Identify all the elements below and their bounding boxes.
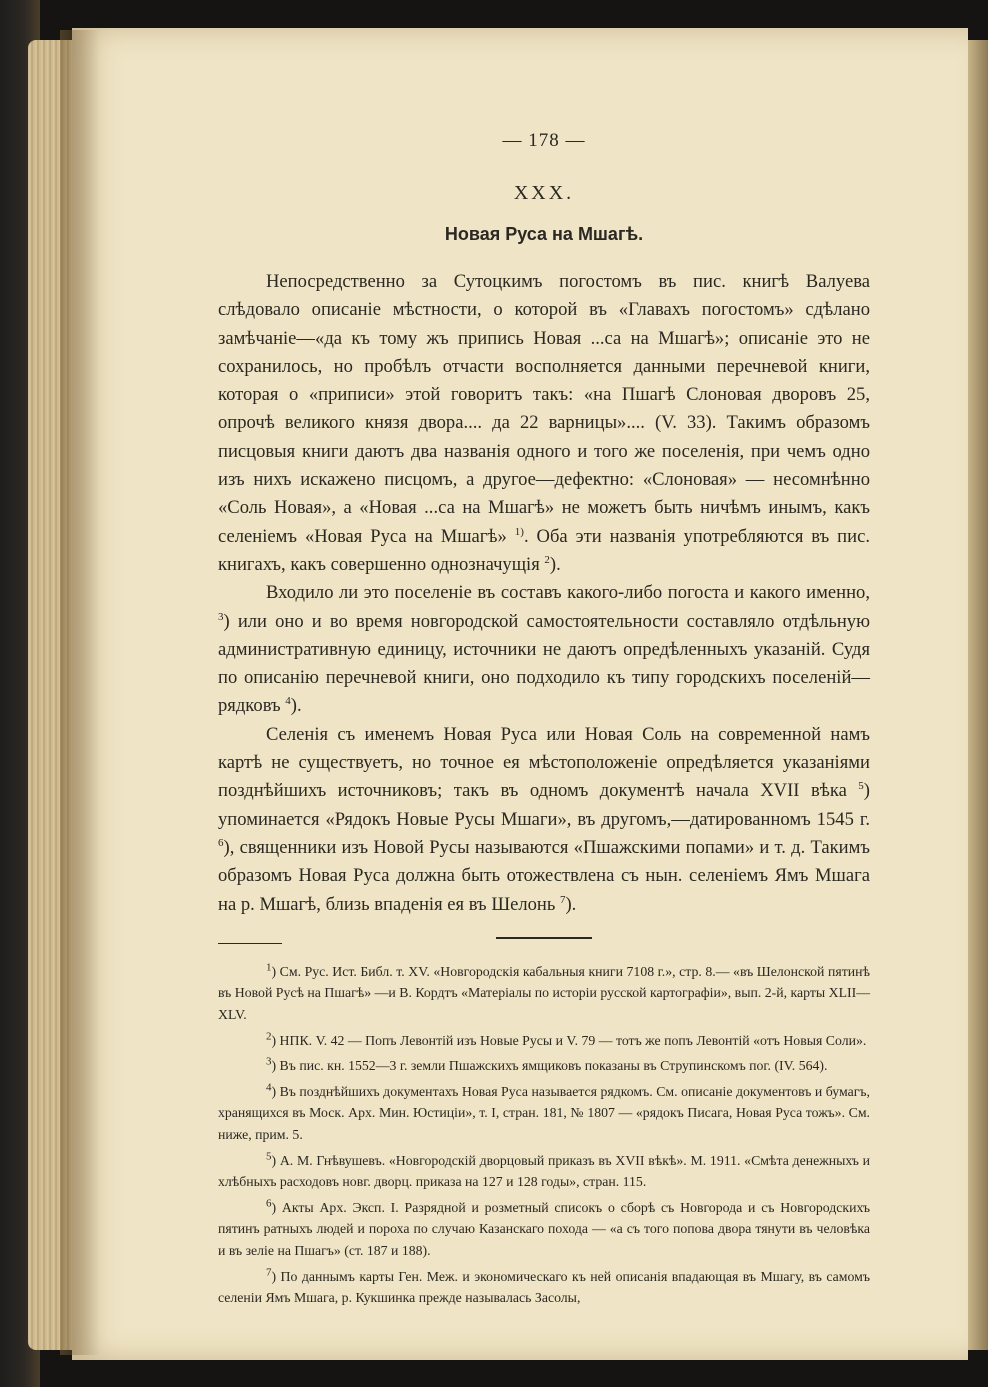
text-run: . Оба эти названія употребляются въ пис. книгахъ, какъ совершенно однозначущія xyxy=(218,525,870,575)
text-run: ). xyxy=(549,553,561,575)
footnote-marker: 6 xyxy=(218,836,224,849)
decorative-rule xyxy=(496,937,592,939)
footnote-marker: 1 xyxy=(266,961,272,974)
footnote-marker: 4 xyxy=(285,695,291,708)
next-page-edge xyxy=(968,40,988,1350)
footnote-marker: 3 xyxy=(266,1055,272,1068)
footnote-marker: 3 xyxy=(218,610,224,623)
page-content xyxy=(218,130,870,1313)
footnote-separator xyxy=(218,937,870,949)
text-run: Селенія съ именемъ Новая Руса или Новая Соль на современной намъ картѣ не существуетъ, но точное ея мѣстоположеніе опредѣляется указаніями позднѣйшихъ источниковъ; такъ въ одномъ документѣ начала XVII вѣка xyxy=(218,723,870,802)
footnote-marker: 5 xyxy=(858,780,864,793)
text-run: ) Акты Арх. Эксп. I. Разрядной и розметный списокъ о сборѣ съ Новгорода и съ Новгородскихъ пятинъ ратныхъ людей и пороха по случаю Казанскаго похода — «а съ того попова двора тянути въ человѣка и въ зеліе на Пшагъ» (ст. 187 и 188). xyxy=(218,1199,870,1258)
footnote xyxy=(218,1055,870,1077)
footnote-marker: 6 xyxy=(266,1197,272,1210)
footnote-marker: 2 xyxy=(266,1030,272,1043)
section-numeral: XXX. xyxy=(513,182,575,204)
text-run: Непосредственно за Сутоцкимъ погостомъ въ пис. книгѣ Валуева слѣдовало описаніе мѣстности, о которой въ «Главахъ погостомъ» сдѣлано замѣчаніе—«да къ тому жъ припись Новая ...са на Мшагѣ»; описаніе это не сохранилось, но пробѣлъ отчасти восполняется данными перечневой книги, которая о «приписи» этой говоритъ такъ: «на Пшагѣ Слоновая дворовъ 25, опрочѣ великого князя двора.... да 22 варницы».... (V. 33). Такимъ образомъ писцовыя книги даютъ два названія одного и того же поселенія, при чемъ одно изъ нихъ искажено писцомъ, а другое—дефектно: «Слоновая» — несомнѣнно «Соль Новая», а «Новая ...са на Мшагѣ» не можетъ быть ничѣмъ инымъ, какъ селеніемъ «Новая Руса на Мшагѣ» xyxy=(218,271,870,547)
text-run: ). xyxy=(290,695,302,717)
body-text xyxy=(218,268,870,919)
gutter-shadow xyxy=(60,30,100,1355)
footnotes xyxy=(218,961,870,1309)
footnote xyxy=(218,961,870,1026)
chapter-title: Новая Руса на Мшагѣ. xyxy=(444,224,644,244)
footnote-rule xyxy=(218,943,282,944)
paragraph xyxy=(218,268,870,579)
footnote-marker: 7 xyxy=(559,893,566,906)
paragraph xyxy=(218,721,870,919)
footnote xyxy=(218,1197,870,1262)
text-run: ) А. М. Гнѣвушевъ. «Новгородскій дворцовый приказъ въ XVII вѣкѣ». М. 1911. «Смѣта денежныхъ и хлѣбныхъ расходовъ новг. дворц. приказа на 127 и 128 годы», стран. 115. xyxy=(218,1152,870,1190)
footnote-marker: 7 xyxy=(266,1265,272,1278)
text-run: ), священники изъ Новой Русы называются «Пшажскими попами» и т. д. Такимъ образомъ Новая Руса должна быть отожествлена съ нын. селеніемъ Ямъ Мшага на р. Мшагѣ, близь впаденія ея въ Шелонь xyxy=(218,836,870,915)
text-run: ) Въ позднѣйшихъ документахъ Новая Руса называется рядкомъ. См. описаніе документовъ и бумагъ, хранящихся въ Моск. Арх. Мин. Юстиціи», т. I, стран. 181, № 1807 — «рядокъ Писага, Новая Руса тожъ». См. ниже, прим. 5. xyxy=(218,1083,870,1142)
text-run: ). xyxy=(565,893,577,915)
footnote xyxy=(218,1030,870,1052)
footnote-marker: 5 xyxy=(266,1149,272,1162)
text-run: ) Въ пис. кн. 1552—3 г. земли Пшажскихъ ямщиковъ показаны въ Струпинскомъ пог. (IV. 564). xyxy=(271,1058,828,1074)
text-run: ) По даннымъ карты Ген. Меж. и экономическаго къ ней описанія впадающая въ Мшагу, въ самомъ селеніи Ямъ Мшага, р. Кукшинка прежде называлась Засолы, xyxy=(218,1268,870,1306)
text-run: Входило ли это поселеніе въ составъ какого-либо погоста и какого именно, xyxy=(266,582,870,604)
text-run: ) упоминается «Рядокъ Новые Русы Мшаги», въ другомъ,—датированномъ 1545 г. xyxy=(218,780,870,830)
footnote xyxy=(218,1150,870,1193)
footnote-marker: 1) xyxy=(514,525,524,538)
paragraph xyxy=(218,579,870,720)
text-run: ) НПК. V. 42 — Попъ Левонтій изъ Новые Русы и V. 79 — тотъ же попъ Левонтій «отъ Новыя Соли». xyxy=(271,1032,867,1048)
text-run: ) См. Рус. Ист. Библ. т. XV. «Новгородскія кабальныя книги 7108 г.», стр. 8.— «въ Шелонской пятинѣ въ Новой Русѣ на Пшагѣ» —и В. Кордтъ «Матеріалы по исторіи русской картографіи», вып. 2-й, карты XLII—XLV. xyxy=(218,963,870,1023)
footnote xyxy=(218,1081,870,1146)
footnote-marker: 4 xyxy=(266,1081,272,1094)
page-number: — 178 — xyxy=(502,130,586,151)
footnote-marker: 2 xyxy=(544,553,550,566)
text-run: ) или оно и во время новгородской самостоятельности составляло отдѣльную административную единицу, источники не даютъ опредѣленныхъ указаній. Судя по описанію перечневой книги, оно подходило къ типу городскихъ поселеній—рядковъ xyxy=(218,610,870,717)
footnote xyxy=(218,1266,870,1309)
